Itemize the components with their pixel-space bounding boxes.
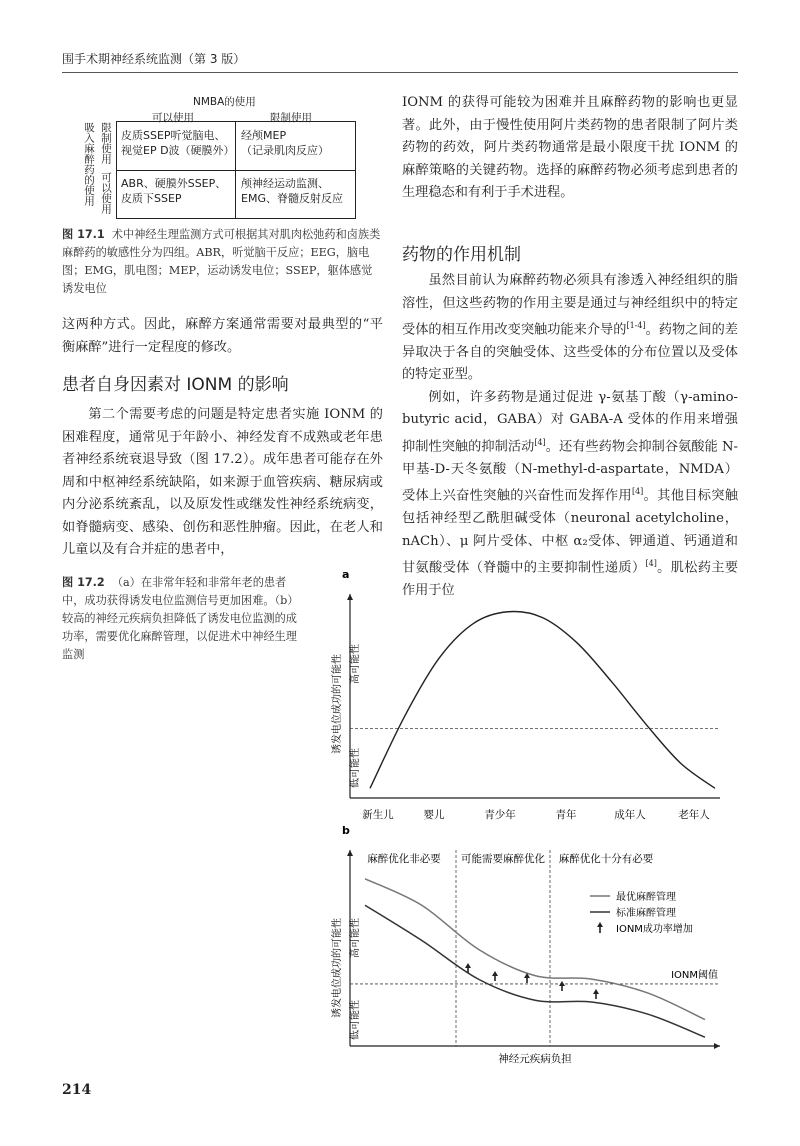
panel-a-xtick-3: 青年 bbox=[555, 809, 577, 821]
panel-a-xtick-5: 老年人 bbox=[678, 809, 710, 821]
page-number: 214 bbox=[62, 1082, 92, 1098]
panel-b-arrowhead-0 bbox=[465, 963, 471, 968]
header-rule bbox=[62, 72, 738, 73]
panel-a-label: a bbox=[342, 568, 350, 581]
panel-a-curve bbox=[370, 611, 715, 788]
section-heading-patient-factors: 患者自身因素对 IONM 的影响 bbox=[62, 375, 289, 395]
row-header-limited: 限制使用 bbox=[100, 122, 112, 164]
panel-a-xtick-2: 青少年 bbox=[484, 809, 516, 821]
panel-b-arrowhead-4 bbox=[593, 989, 599, 994]
cell-1-2: 经颅MEP （记录肌肉反应） bbox=[241, 129, 329, 157]
panel-b-region-1: 可能需要麻醉优化 bbox=[461, 853, 545, 865]
panel-a-high-label: 高可能性 bbox=[350, 644, 361, 684]
panel-b-threshold-label: IONM阈值 bbox=[671, 969, 718, 981]
legend-arrowhead bbox=[597, 922, 603, 927]
fig17-1-table bbox=[116, 121, 356, 219]
right-paragraph-2: 虽然目前认为麻醉药物必须具有渗透入神经组织的脂溶性，但这些药物的作用主要是通过与神经组织中的特定受体的相互作用改变突触功能来介导的[1-4]。药物之间的差异取决于各自的突触受体、这些受体的分布位置以及受体的特定亚型。 例如，许多药物是通过促进 γ-氨基丁酸（γ-amino-butyric acid，GABA）对 GABA-A 受体的作用来增强抑制性突触的抑制活动[4]。还有些药物会抑制谷氨酸能 N-甲基-D-天冬氨酸（N-methyl-d-aspartate，NMDA）受体上兴奋性突触的兴奋性而发挥作用[4]。其他目标突触包括神经型乙酰胆碱受体（neuronal acetylcholine，nACh）、μ 阿片受体、中枢 α₂受体、钾通道、钙通道和甘氨酸受体（脊髓中的主要抑制性递质）[4]。肌松药主要作用于位 bbox=[402, 273, 739, 599]
panel-b-region-0: 麻醉优化非必要 bbox=[367, 853, 441, 865]
panel-b-label: b bbox=[342, 824, 350, 837]
panel-b-region-2: 麻醉优化十分有必要 bbox=[558, 853, 654, 865]
panel-b-x-arrow bbox=[714, 1043, 720, 1049]
cell-2-2: 颅神经运动监测、 EMG、脊髓反射反应 bbox=[241, 177, 343, 205]
panel-a-low-label: 低可能性 bbox=[350, 748, 361, 788]
panel-b-low-label: 低可能性 bbox=[350, 1000, 361, 1040]
running-header: 围手术期神经系统监测（第 3 版） bbox=[62, 52, 246, 66]
panel-b-ylabel: 诱发电位成功的可能性 bbox=[332, 918, 343, 1018]
panel-b-xlabel: 神经元疾病负担 bbox=[498, 1053, 572, 1065]
panel-a-ylabel: 诱发电位成功的可能性 bbox=[332, 654, 343, 754]
right-paragraph-1: IONM 的获得可能较为困难并且麻醉药物的影响也更显著。此外，由于慢性使用阿片类药物的患者限制了阿片类药物的药效，阿片类药物通常是最小限度干扰 IONM 的麻醉策略的关键药物。选择的麻醉药物必须考虑到患者的生理稳态和有利于手术进程。 bbox=[402, 95, 738, 200]
panel-a-y-arrow bbox=[347, 594, 353, 600]
legend-label-optimal: 最优麻醉管理 bbox=[616, 892, 676, 903]
col-header-allowed: 可以使用 bbox=[152, 112, 194, 124]
panel-b-arrowhead-1 bbox=[492, 971, 498, 976]
section-heading-mechanism: 药物的作用机制 bbox=[402, 245, 521, 265]
left-paragraph-1: 这两种方式。因此，麻醉方案通常需要对最典型的“平衡麻醉”进行一定程度的修改。 bbox=[62, 317, 383, 355]
panel-b-arrowhead-3 bbox=[559, 981, 565, 986]
panel-a-xtick-0: 新生儿 bbox=[362, 809, 394, 821]
cell-1-1: 皮质SSEP听觉脑电、 视觉EP D波（硬膜外） bbox=[121, 129, 235, 157]
panel-a-xtick-1: 婴儿 bbox=[423, 809, 445, 821]
cell-2-1: ABR、硬膜外SSEP、 皮质下SSEP bbox=[121, 177, 227, 205]
fig17-2-charts bbox=[320, 566, 740, 1076]
legend-label-increase: IONM成功率增加 bbox=[616, 924, 693, 935]
col-header-limited: 限制使用 bbox=[270, 112, 312, 124]
fig17-2-caption: 图 17.2 （a）在非常年轻和非常年老的患者中，成功获得诱发电位监测信号更加困难。（b）较高的神经元疾病负担降低了诱发电位监测的成功率，需要优化麻醉管理，以促进术中神经生理监测 bbox=[62, 576, 299, 661]
row-header-main: 吸入麻醉药的使用 bbox=[83, 122, 95, 206]
left-paragraph-2: 第二个需要考虑的问题是特定患者实施 IONM 的困难程度，通常见于年龄小、神经发育不成熟或老年患者神经系统衰退导致（图 17.2）。成年患者可能存在外周和中枢神经系统缺陷，如来源于血管疾病、糖尿病或内分泌系统紊乱，以及原发性或继发性神经系统病变，如脊髓病变、感染、创伤和恶性肿瘤。因此，在老人和儿童以及有合并症的患者中， bbox=[62, 407, 383, 557]
panel-a-xtick-4: 成年人 bbox=[614, 809, 646, 821]
panel-b-high-label: 高可能性 bbox=[350, 918, 361, 958]
row-header-allowed: 可以使用 bbox=[100, 172, 112, 214]
panel-b-y-arrow bbox=[347, 850, 353, 856]
fig17-1-caption: 图 17.1 术中神经生理监测方式可根据其对肌肉松弛药和卤族类麻醉药的敏感性分为四组。ABR，听觉脑干反应；EEG，脑电图；EMG，肌电图；MEP，运动诱发电位；SSEP，躯体感觉诱发电位 bbox=[62, 228, 381, 295]
nmba-label: NMBA的使用 bbox=[193, 96, 256, 108]
legend-label-standard: 标准麻醉管理 bbox=[616, 908, 676, 919]
